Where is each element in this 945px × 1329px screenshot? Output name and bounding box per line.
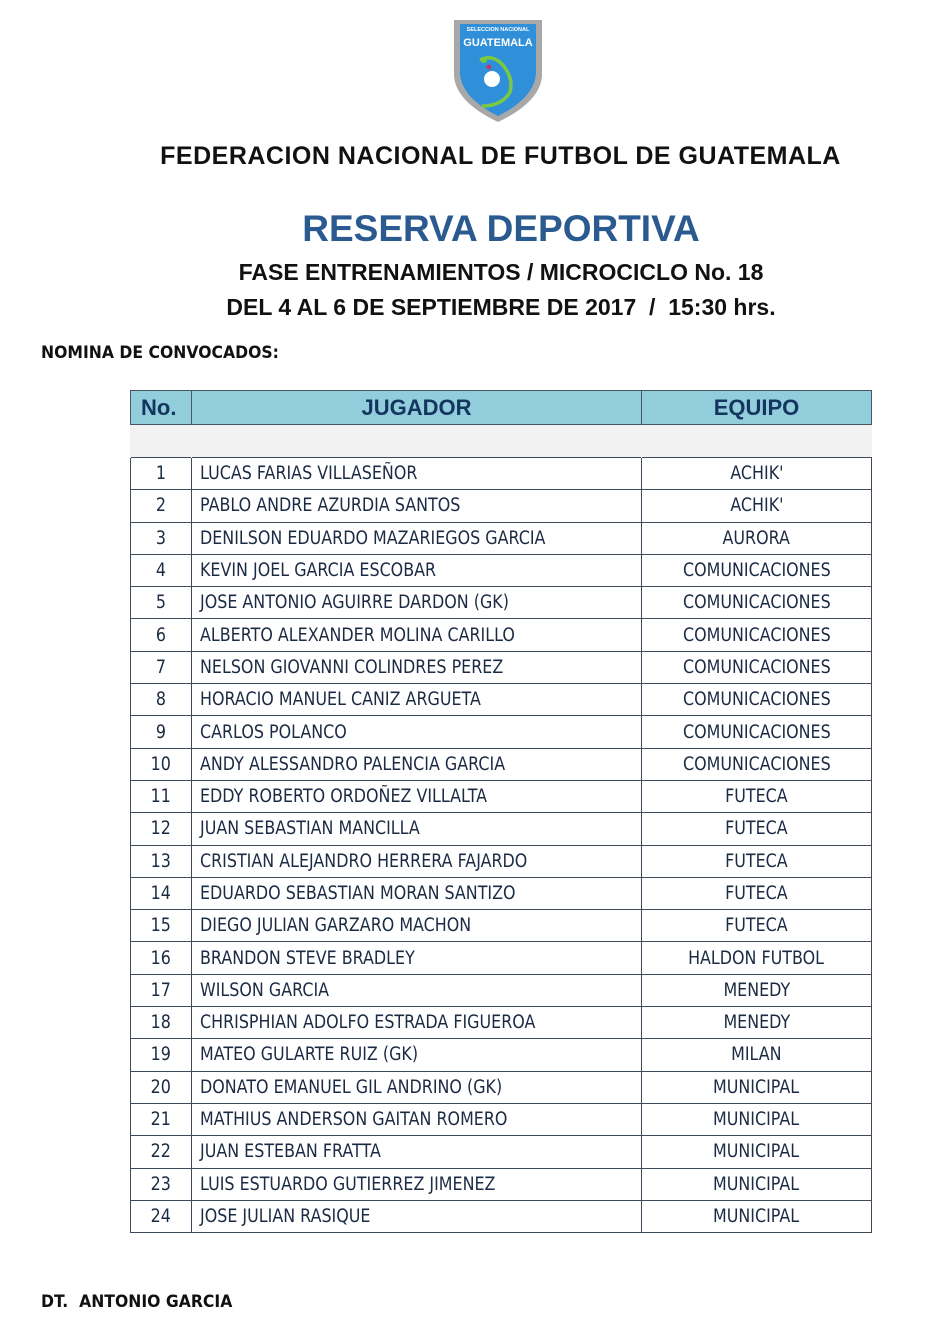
row-number-cell bbox=[131, 780, 192, 812]
spacer-row bbox=[131, 425, 872, 458]
federation-logo bbox=[452, 18, 544, 124]
team-name: COMUNICACIONES bbox=[682, 721, 831, 743]
player-name: DIEGO JULIAN GARZARO MACHON bbox=[200, 915, 472, 937]
player-name: BRANDON STEVE BRADLEY bbox=[200, 947, 415, 969]
player-name: ANDY ALESSANDRO PALENCIA GARCIA bbox=[200, 753, 506, 775]
row-number-cell bbox=[131, 1039, 192, 1071]
player-name: DONATO EMANUEL GIL ANDRINO (GK) bbox=[200, 1076, 503, 1098]
table-row bbox=[131, 1168, 872, 1200]
team-name: COMUNICACIONES bbox=[682, 624, 831, 646]
row-number-cell bbox=[131, 845, 192, 877]
team-name-cell bbox=[642, 716, 872, 748]
team-name: ACHIK' bbox=[729, 495, 784, 517]
player-name: DENILSON EDUARDO MAZARIEGOS GARCIA bbox=[200, 527, 546, 549]
team-name-cell bbox=[642, 748, 872, 780]
federation-title: FEDERACION NACIONAL DE FUTBOL DE GUATEMALA bbox=[160, 142, 841, 170]
team-name-cell bbox=[642, 458, 872, 490]
nomina-label: NOMINA DE CONVOCADOS: bbox=[41, 343, 279, 363]
player-name: WILSON GARCIA bbox=[200, 979, 330, 1001]
player-name-cell bbox=[192, 748, 642, 780]
table-row bbox=[131, 490, 872, 522]
table-row bbox=[131, 813, 872, 845]
player-name-cell bbox=[192, 1007, 642, 1039]
row-number: 4 bbox=[155, 560, 167, 582]
row-number-cell bbox=[131, 587, 192, 619]
row-number-cell bbox=[131, 1200, 192, 1232]
row-number-cell bbox=[131, 974, 192, 1006]
table-row bbox=[131, 554, 872, 586]
row-number: 14 bbox=[150, 883, 172, 904]
row-number-cell bbox=[131, 1136, 192, 1168]
page-title: RESERVA DEPORTIVA bbox=[302, 208, 700, 249]
row-number: 9 bbox=[155, 721, 167, 743]
team-name-cell bbox=[642, 780, 872, 812]
team-name: FUTECA bbox=[725, 786, 788, 808]
row-number: 7 bbox=[155, 656, 167, 678]
row-number: 20 bbox=[150, 1076, 172, 1098]
column-header-equipo: EQUIPO bbox=[642, 391, 872, 425]
table-row bbox=[131, 1039, 872, 1071]
team-name-cell bbox=[642, 619, 872, 651]
shield-crest-icon bbox=[452, 18, 544, 124]
team-name: MILAN bbox=[731, 1044, 782, 1066]
column-header-no: No. bbox=[131, 391, 192, 425]
team-name: FUTECA bbox=[725, 850, 788, 872]
team-name-cell bbox=[642, 845, 872, 877]
team-name: MUNICIPAL bbox=[713, 1205, 800, 1227]
team-name-cell bbox=[642, 1168, 872, 1200]
team-name-cell bbox=[642, 910, 872, 942]
player-name-cell bbox=[192, 716, 642, 748]
row-number: 11 bbox=[150, 786, 172, 808]
table-row bbox=[131, 619, 872, 651]
row-number-cell bbox=[131, 1168, 192, 1200]
row-number: 17 bbox=[150, 979, 172, 1001]
player-name: CARLOS POLANCO bbox=[200, 721, 347, 743]
table-row bbox=[131, 748, 872, 780]
row-number: 21 bbox=[150, 1109, 172, 1131]
player-name: NELSON GIOVANNI COLINDRES PEREZ bbox=[200, 656, 504, 678]
team-name: COMUNICACIONES bbox=[682, 689, 831, 711]
player-name-cell bbox=[192, 780, 642, 812]
row-number: 6 bbox=[155, 624, 167, 646]
player-name-cell bbox=[192, 1200, 642, 1232]
row-number-cell bbox=[131, 554, 192, 586]
team-name-cell bbox=[642, 1007, 872, 1039]
table-row bbox=[131, 974, 872, 1006]
table-row bbox=[131, 522, 872, 554]
team-name-cell bbox=[642, 1103, 872, 1135]
team-name-cell bbox=[642, 490, 872, 522]
row-number-cell bbox=[131, 910, 192, 942]
table-row bbox=[131, 587, 872, 619]
row-number-cell bbox=[131, 1071, 192, 1103]
row-number-cell bbox=[131, 813, 192, 845]
svg-text:SELECCION NACIONAL: SELECCION NACIONAL bbox=[466, 27, 530, 33]
player-name-cell bbox=[192, 1168, 642, 1200]
table-row bbox=[131, 942, 872, 974]
team-name: FUTECA bbox=[725, 883, 788, 904]
player-name-cell bbox=[192, 684, 642, 716]
row-number: 16 bbox=[150, 947, 172, 969]
player-name-cell bbox=[192, 942, 642, 974]
table-row bbox=[131, 1103, 872, 1135]
player-name: EDUARDO SEBASTIAN MORAN SANTIZO bbox=[200, 883, 516, 904]
team-name: COMUNICACIONES bbox=[682, 656, 831, 678]
table-row bbox=[131, 845, 872, 877]
team-name-cell bbox=[642, 942, 872, 974]
team-name: FUTECA bbox=[725, 915, 788, 937]
player-name: JOSE JULIAN RASIQUE bbox=[200, 1205, 371, 1227]
player-name: CRISTIAN ALEJANDRO HERRERA FAJARDO bbox=[200, 850, 528, 872]
row-number-cell bbox=[131, 716, 192, 748]
player-name-cell bbox=[192, 1103, 642, 1135]
table-row bbox=[131, 716, 872, 748]
team-name: COMUNICACIONES bbox=[682, 753, 831, 775]
player-name-cell bbox=[192, 813, 642, 845]
row-number-cell bbox=[131, 619, 192, 651]
column-header-jugador: JUGADOR bbox=[192, 391, 642, 425]
row-number: 8 bbox=[155, 689, 167, 711]
roster-table bbox=[130, 390, 872, 1233]
row-number: 18 bbox=[150, 1012, 172, 1034]
player-name-cell bbox=[192, 910, 642, 942]
team-name-cell bbox=[642, 974, 872, 1006]
row-number-cell bbox=[131, 458, 192, 490]
table-row bbox=[131, 1200, 872, 1232]
team-name: MUNICIPAL bbox=[713, 1173, 800, 1195]
player-name-cell bbox=[192, 554, 642, 586]
team-name-cell bbox=[642, 651, 872, 683]
row-number: 19 bbox=[150, 1044, 172, 1066]
team-name-cell bbox=[642, 1039, 872, 1071]
table-row bbox=[131, 1136, 872, 1168]
player-name-cell bbox=[192, 458, 642, 490]
team-name: MUNICIPAL bbox=[713, 1109, 800, 1131]
team-name: COMUNICACIONES bbox=[682, 560, 831, 582]
coach-signature: DT. ANTONIO GARCIA bbox=[41, 1292, 233, 1312]
team-name: MUNICIPAL bbox=[713, 1141, 800, 1163]
team-name: HALDON FUTBOL bbox=[688, 947, 825, 969]
row-number-cell bbox=[131, 877, 192, 909]
row-number: 10 bbox=[150, 753, 172, 775]
team-name-cell bbox=[642, 522, 872, 554]
table-row bbox=[131, 458, 872, 490]
table-row bbox=[131, 1007, 872, 1039]
player-name-cell bbox=[192, 1071, 642, 1103]
team-name: ACHIK' bbox=[729, 463, 784, 485]
player-name-cell bbox=[192, 651, 642, 683]
player-name-cell bbox=[192, 522, 642, 554]
player-name: MATEO GULARTE RUIZ (GK) bbox=[200, 1044, 419, 1066]
player-name: JUAN SEBASTIAN MANCILLA bbox=[200, 818, 420, 840]
player-name-cell bbox=[192, 1039, 642, 1071]
row-number-cell bbox=[131, 651, 192, 683]
table-row bbox=[131, 877, 872, 909]
player-name: MATHIUS ANDERSON GAITAN ROMERO bbox=[200, 1109, 508, 1131]
player-name: LUCAS FARIAS VILLASEÑOR bbox=[200, 463, 418, 485]
row-number: 12 bbox=[150, 818, 172, 840]
row-number-cell bbox=[131, 522, 192, 554]
player-name: LUIS ESTUARDO GUTIERREZ JIMENEZ bbox=[200, 1173, 496, 1195]
player-name: HORACIO MANUEL CANIZ ARGUETA bbox=[200, 689, 481, 711]
row-number: 5 bbox=[155, 592, 167, 614]
team-name: FUTECA bbox=[725, 818, 788, 840]
team-name-cell bbox=[642, 877, 872, 909]
table-row bbox=[131, 780, 872, 812]
team-name-cell bbox=[642, 813, 872, 845]
row-number-cell bbox=[131, 490, 192, 522]
row-number-cell bbox=[131, 684, 192, 716]
table-row bbox=[131, 684, 872, 716]
player-name: PABLO ANDRE AZURDIA SANTOS bbox=[200, 495, 461, 517]
phase-subtitle: FASE ENTRENAMIENTOS / MICROCICLO No. 18 bbox=[238, 259, 764, 285]
row-number: 22 bbox=[150, 1141, 172, 1163]
player-name: JOSE ANTONIO AGUIRRE DARDON (GK) bbox=[200, 592, 509, 614]
row-number-cell bbox=[131, 942, 192, 974]
player-name-cell bbox=[192, 619, 642, 651]
row-number: 13 bbox=[150, 850, 172, 872]
row-number-cell bbox=[131, 1103, 192, 1135]
table-row bbox=[131, 1071, 872, 1103]
team-name: MUNICIPAL bbox=[713, 1076, 800, 1098]
team-name-cell bbox=[642, 1200, 872, 1232]
player-name-cell bbox=[192, 490, 642, 522]
player-name: KEVIN JOEL GARCIA ESCOBAR bbox=[200, 560, 437, 582]
row-number: 2 bbox=[155, 495, 167, 517]
team-name: MENEDY bbox=[723, 1012, 790, 1034]
team-name-cell bbox=[642, 587, 872, 619]
team-name-cell bbox=[642, 1071, 872, 1103]
player-name-cell bbox=[192, 877, 642, 909]
player-name-cell bbox=[192, 1136, 642, 1168]
player-name: CHRISPHIAN ADOLFO ESTRADA FIGUEROA bbox=[200, 1012, 536, 1034]
row-number: 15 bbox=[150, 915, 172, 937]
player-name-cell bbox=[192, 587, 642, 619]
player-name: JUAN ESTEBAN FRATTA bbox=[200, 1141, 381, 1163]
team-name-cell bbox=[642, 1136, 872, 1168]
player-name-cell bbox=[192, 845, 642, 877]
row-number: 3 bbox=[155, 527, 167, 549]
svg-text:GUATEMALA: GUATEMALA bbox=[463, 37, 533, 49]
table-row bbox=[131, 910, 872, 942]
team-name-cell bbox=[642, 554, 872, 586]
team-name-cell bbox=[642, 684, 872, 716]
row-number-cell bbox=[131, 748, 192, 780]
row-number: 24 bbox=[150, 1205, 172, 1227]
player-name: EDDY ROBERTO ORDOÑEZ VILLALTA bbox=[200, 786, 488, 808]
table-row bbox=[131, 651, 872, 683]
team-name: COMUNICACIONES bbox=[682, 592, 831, 614]
player-name-cell bbox=[192, 974, 642, 1006]
table-header-row bbox=[131, 391, 872, 425]
player-name: ALBERTO ALEXANDER MOLINA CARILLO bbox=[200, 624, 515, 646]
row-number: 23 bbox=[150, 1173, 172, 1195]
row-number-cell bbox=[131, 1007, 192, 1039]
row-number: 1 bbox=[155, 463, 167, 485]
date-time-subtitle: DEL 4 AL 6 DE SEPTIEMBRE DE 2017 / 15:30 hrs. bbox=[226, 294, 776, 320]
team-name: MENEDY bbox=[723, 979, 790, 1001]
team-name: AURORA bbox=[722, 527, 791, 549]
